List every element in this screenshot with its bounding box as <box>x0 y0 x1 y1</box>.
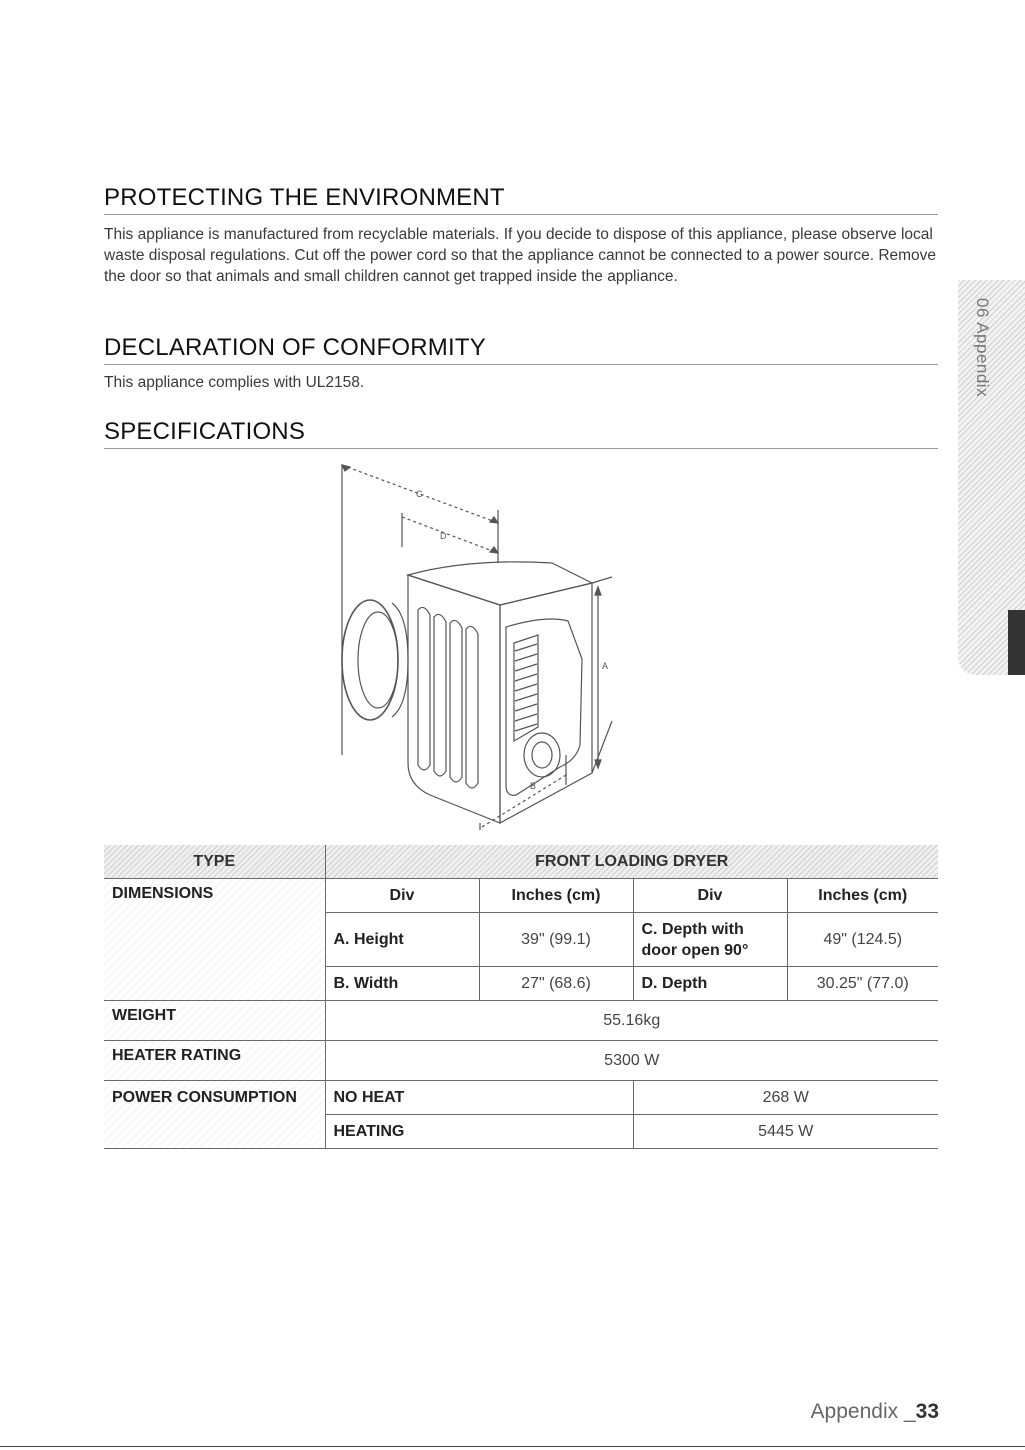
page-number: 33 <box>915 1400 939 1423</box>
dimensions-label: DIMENSIONS <box>104 879 325 1001</box>
table-row <box>104 1041 938 1081</box>
depth-open-value: 49" (124.5) <box>787 913 938 967</box>
page-footer <box>811 1400 939 1424</box>
heater-rating-label: HEATER RATING <box>104 1041 325 1081</box>
table-row <box>104 879 938 913</box>
power-consumption-label: POWER CONSUMPTION <box>104 1081 325 1149</box>
table-row <box>104 845 938 879</box>
div-header: Div <box>325 879 479 913</box>
diagram-label-b: B <box>530 781 537 791</box>
environment-title: PROTECTING THE ENVIRONMENT <box>104 184 938 215</box>
specifications-title: SPECIFICATIONS <box>104 418 938 449</box>
no-heat-value: 268 W <box>633 1081 938 1115</box>
div-header: Div <box>633 879 787 913</box>
chapter-side-tab <box>958 280 1025 675</box>
conformity-title: DECLARATION OF CONFORMITY <box>104 334 938 365</box>
conformity-paragraph: This appliance complies with UL2158. <box>104 374 365 391</box>
type-value: FRONT LOADING DRYER <box>325 845 938 879</box>
table-row <box>104 1081 938 1115</box>
weight-value: 55.16kg <box>325 1001 938 1041</box>
width-value: 27" (68.6) <box>479 967 633 1001</box>
table-row <box>104 1001 938 1041</box>
inches-header: Inches (cm) <box>787 879 938 913</box>
diagram-label-c: C <box>416 489 423 499</box>
chapter-side-tab-label: 06 Appendix <box>973 298 992 398</box>
depth-value: 30.25" (77.0) <box>787 967 938 1001</box>
type-label: TYPE <box>104 845 325 879</box>
diagram-label-d: D <box>440 531 447 541</box>
depth-open-label: C. Depth with door open 90° <box>633 913 787 967</box>
footer-section: Appendix _ <box>810 1400 916 1423</box>
heating-label: HEATING <box>325 1115 633 1149</box>
heating-value: 5445 W <box>633 1115 938 1149</box>
no-heat-label: NO HEAT <box>325 1081 633 1115</box>
specifications-table <box>104 845 938 1149</box>
dryer-dimension-diagram <box>320 455 630 835</box>
width-label: B. Width <box>325 967 479 1001</box>
weight-label: WEIGHT <box>104 1001 325 1041</box>
diagram-label-a: A <box>602 661 609 671</box>
height-label: A. Height <box>325 913 479 967</box>
height-value: 39" (99.1) <box>479 913 633 967</box>
heater-rating-value: 5300 W <box>325 1041 938 1081</box>
bottom-rule <box>0 1446 1025 1447</box>
depth-label: D. Depth <box>633 967 787 1001</box>
inches-header: Inches (cm) <box>479 879 633 913</box>
chapter-marker <box>1008 610 1025 675</box>
environment-paragraph: This appliance is manufactured from recyclable materials. If you decide to dispose of this appliance, please observe local waste disposal regulations. Cut off the power cord so that the appliance cannot be connected to a power source. Remove the door so that animals and small children cannot get trapped inside the appliance. <box>104 226 937 285</box>
